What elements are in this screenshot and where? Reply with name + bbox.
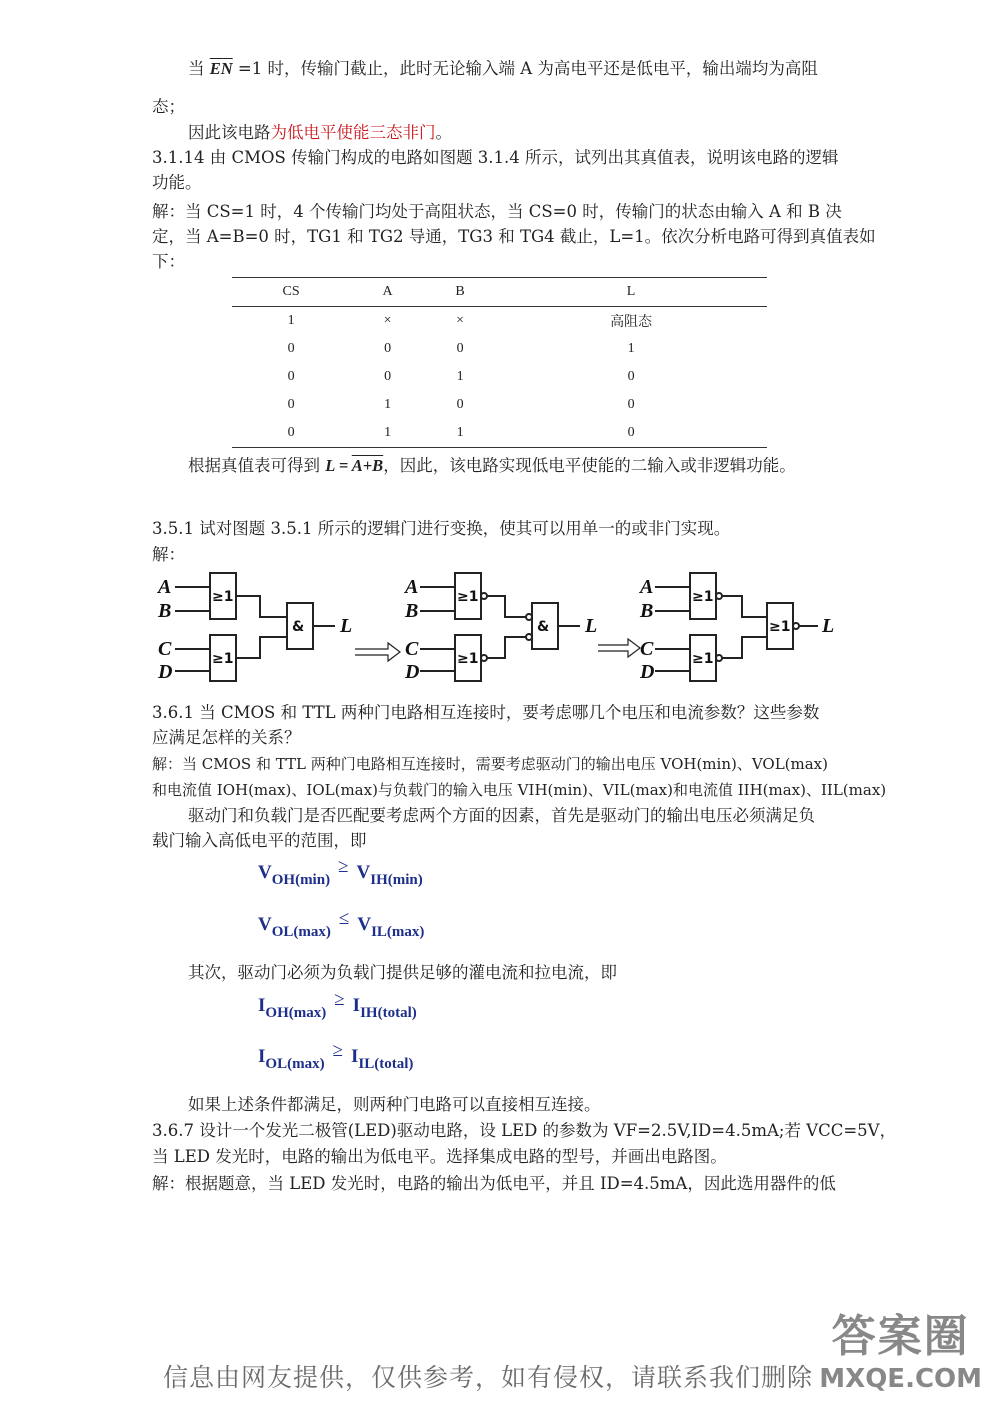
input-label-c: C xyxy=(405,638,419,660)
table-row: 0 1 1 0 xyxy=(232,419,767,448)
en-signal: $\overline{EN}$ xyxy=(209,59,233,78)
input-label-d: D xyxy=(405,661,420,683)
or-gate-label: ≥1 xyxy=(212,651,234,667)
answer-3-1-14-line1: 解：当 CS=1 时，4 个传输门均处于高阻状态，当 CS=0 时，传输门的状态由输入 A 和 B 决 xyxy=(152,202,842,221)
formula-voh: $V_{OH(min)}\ge V_{IH(min)}$ xyxy=(258,856,423,888)
formula-ioh: $I_{OH(max)}\ge I_{IH(total)}$ xyxy=(258,989,417,1021)
col-header: CS xyxy=(232,278,350,307)
input-label-c: C xyxy=(640,638,654,660)
answer-3-1-14-line3: 下： xyxy=(152,252,185,271)
input-label-b: B xyxy=(158,600,172,622)
answer-3-6-7-line1: 解：根据题意，当 LED 发光时，电路的输出为低电平，并且 ID=4.5mA，因此选用器件的低 xyxy=(152,1174,836,1193)
watermark-url: MXQE.COM xyxy=(819,1364,982,1394)
and-gate-label: & xyxy=(292,619,305,635)
answer-3-6-1-line2: 和电流值 IOH(max)、IOL(max)与负载门的输入电压 VIH(min)、VIL(max)和电流值 IIH(max)、IIL(max) xyxy=(152,781,887,799)
input-label-a: A xyxy=(405,576,419,598)
arrow-right-icon xyxy=(355,643,400,661)
footer-disclaimer: 信息由网友提供，仅供参考，如有侵权，请联系我们删除 xyxy=(163,1363,814,1392)
question-3-1-14-line2: 功能。 xyxy=(152,173,202,192)
input-label-d: D xyxy=(640,661,655,683)
or-gate-label: ≥1 xyxy=(457,589,479,605)
answer-3-6-1-line1: 解：当 CMOS 和 TTL 两种门电路相互连接时，需要考虑驱动门的输出电压 VOH(min)、VOL(max) xyxy=(152,755,828,773)
question-3-6-7-line1: 3.6.7 设计一个发光二极管(LED)驱动电路，设 LED 的参数为 VF=2.5V,ID=4.5mA;若 VCC=5V， xyxy=(152,1121,897,1140)
or-gate-label: ≥1 xyxy=(212,589,234,605)
input-label-a: A xyxy=(640,576,654,598)
or-gate-label: ≥1 xyxy=(692,589,714,605)
question-3-1-14-line1: 3.1.14 由 CMOS 传输门构成的电路如图题 3.1.4 所示，试列出其真值表，说明该电路的逻辑 xyxy=(152,148,839,167)
site-watermark xyxy=(819,1300,982,1394)
or-gate-label: ≥1 xyxy=(457,651,479,667)
watermark-logo: 答案圈 xyxy=(831,1311,970,1362)
diagram-nor-only xyxy=(655,573,818,681)
input-label-c: C xyxy=(158,638,172,660)
output-label-l: L xyxy=(585,615,598,637)
output-label-l: L xyxy=(822,615,835,637)
answer-3-1-14-line2: 定，当 A=B=0 时，TG1 和 TG2 导通，TG3 和 TG4 截止，L=1。依次分析电路可得到真值表如 xyxy=(152,227,876,246)
and-gate-label: & xyxy=(537,619,550,635)
diagram-intermediate xyxy=(420,573,580,681)
highlight-red: 为低电平使能三态非门 xyxy=(270,123,436,142)
table-row: 0 1 0 0 xyxy=(287,397,635,412)
or-gate-label: ≥1 xyxy=(769,619,791,635)
question-3-5-1-line1: 3.5.1 试对图题 3.5.1 所示的逻辑门进行变换，使其可以用单一的或非门实现。 xyxy=(152,519,731,538)
truth-table-conclusion: 根据真值表可得到 L = A+B，因此，该电路实现低电平使能的二输入或非逻辑功能。 xyxy=(188,456,796,475)
para-en-intro: 当 $\overline{EN} =1$ 时，传输门截止，此时无论输入端 A 为高电平还是低电平，输出端均为高阻 xyxy=(188,59,818,78)
question-3-6-7-line2: 当 LED 发光时，电路的输出为低电平。选择集成电路的型号，并画出电路图。 xyxy=(152,1147,727,1166)
answer-3-6-1-line5: 其次，驱动门必须为负载门提供足够的灌电流和拉电流，即 xyxy=(188,963,617,982)
col-header: A xyxy=(350,278,425,307)
truth-table xyxy=(232,277,767,448)
input-label-b: B xyxy=(405,600,419,622)
answer-3-6-1-line6: 如果上述条件都满足，则两种门电路可以直接相互连接。 xyxy=(188,1095,601,1114)
logic-gate-diagram xyxy=(150,565,870,695)
answer-3-6-1-line3: 驱动门和负载门是否匹配要考虑两个方面的因素，首先是驱动门的输出电压必须满足负 xyxy=(188,806,815,825)
para-conclusion-en: 因此该电路为低电平使能三态非门。 xyxy=(188,123,452,142)
formula-iol: $I_{OL(max)}\ge I_{IL(total)}$ xyxy=(258,1040,414,1072)
formula-vol: $V_{OL(max)}\le V_{IL(max)}$ xyxy=(258,908,425,940)
arrow-right-icon xyxy=(598,639,640,657)
table-row: 0 0 0 1 xyxy=(287,341,635,356)
table-header-row xyxy=(232,278,767,307)
table-row: 1 × × 高阻态 xyxy=(287,313,653,330)
para-en-cont: 态； xyxy=(152,97,185,116)
input-label-b: B xyxy=(640,600,654,622)
question-3-6-1-line2: 应满足怎样的关系？ xyxy=(152,728,301,747)
diagram-original xyxy=(175,573,335,681)
question-3-6-1-line1: 3.6.1 当 CMOS 和 TTL 两种门电路相互连接时，要考虑哪几个电压和电流参数？这些参数 xyxy=(152,703,820,722)
col-header: L xyxy=(495,278,767,307)
col-header: B xyxy=(425,278,495,307)
question-3-5-1-line2: 解： xyxy=(152,545,185,564)
output-label-l: L xyxy=(340,615,353,637)
input-label-a: A xyxy=(158,576,172,598)
table-row: 0 0 1 0 xyxy=(287,369,635,384)
or-gate-label: ≥1 xyxy=(692,651,714,667)
nor-expression: A+B xyxy=(351,456,384,475)
input-label-d: D xyxy=(158,661,173,683)
answer-3-6-1-line4: 载门输入高低电平的范围，即 xyxy=(152,831,367,850)
